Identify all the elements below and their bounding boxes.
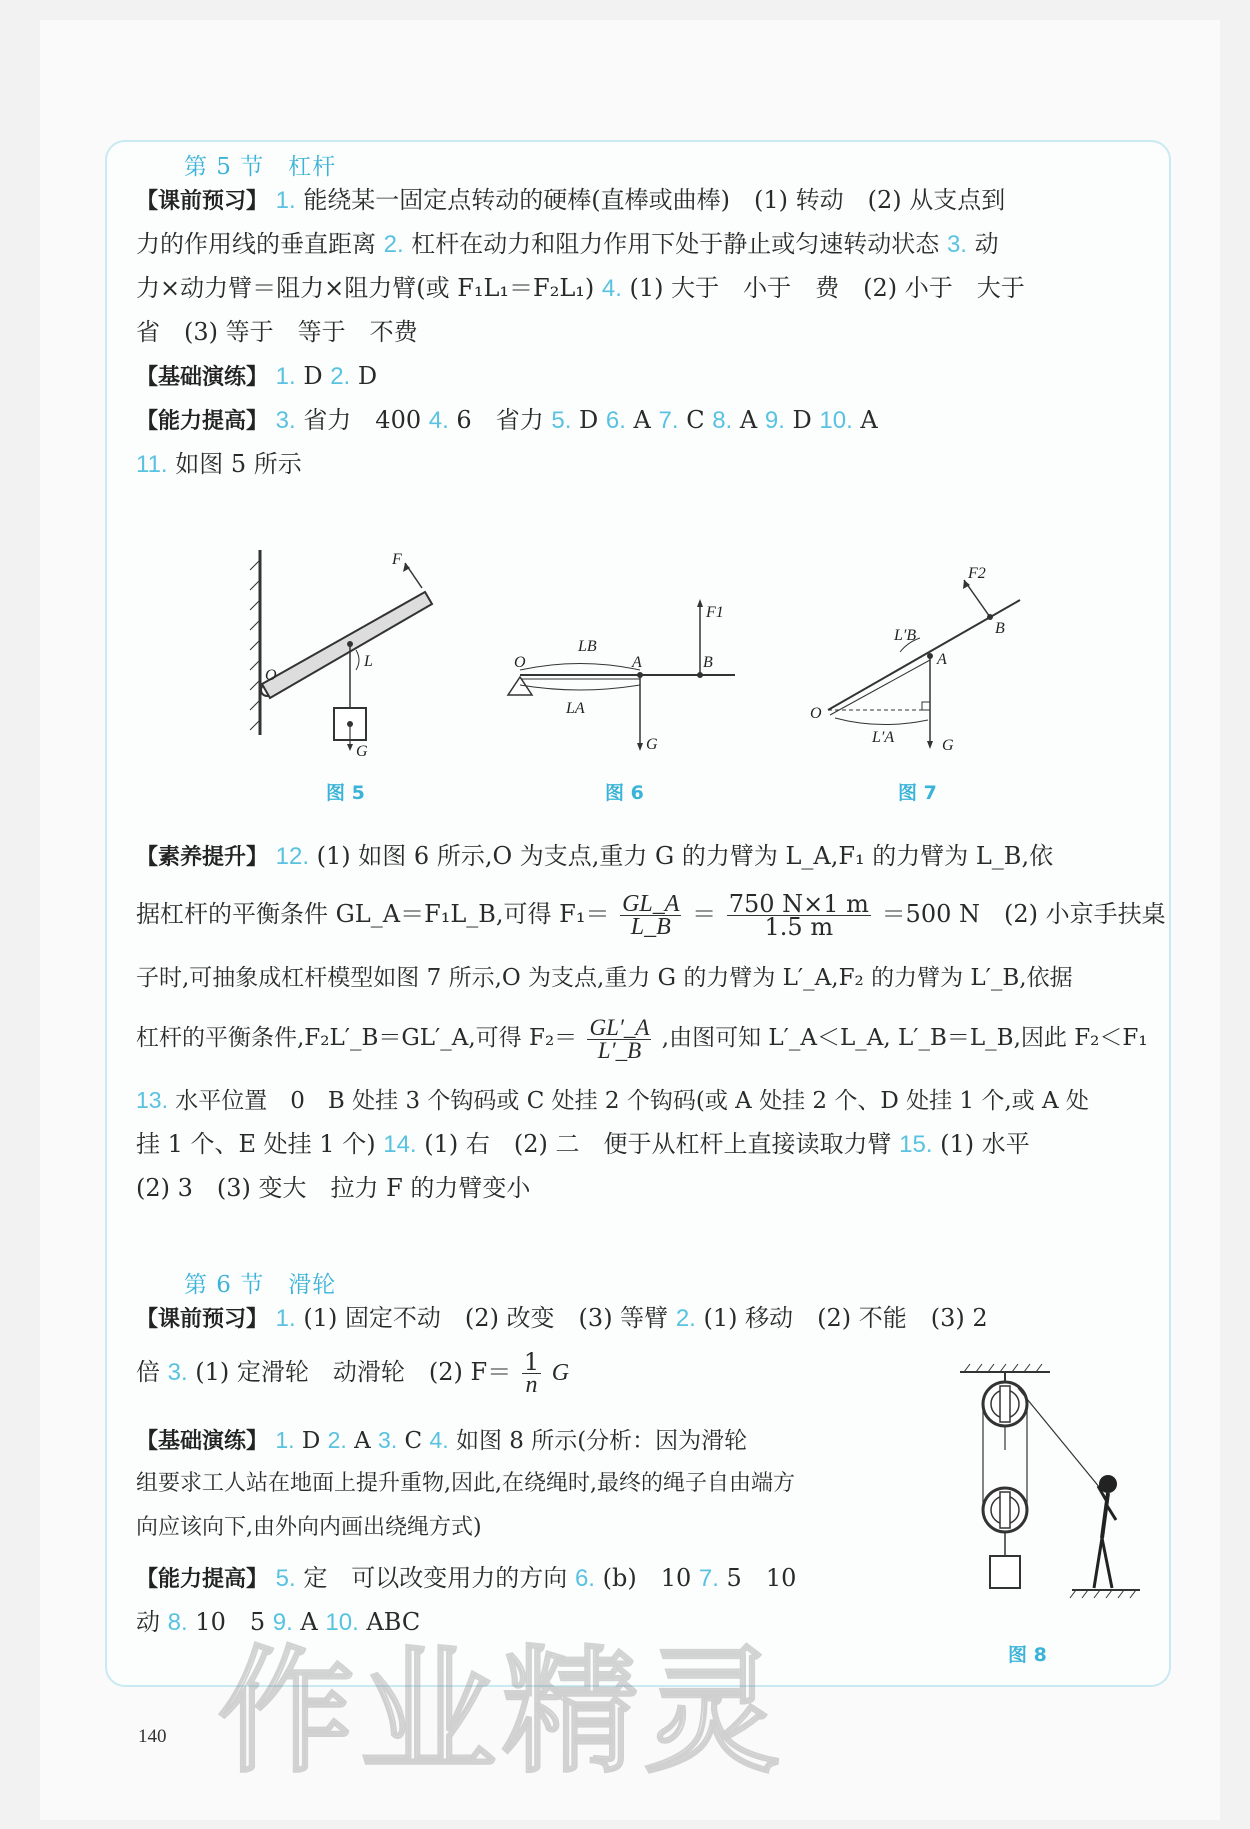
q-num: 8.	[712, 407, 733, 434]
equals-sign: ＝	[692, 900, 717, 928]
answer-text: (b) 10	[602, 1564, 692, 1592]
basic-line	[136, 354, 1140, 400]
label-LA: LA	[566, 700, 585, 717]
q-num: 3.	[946, 231, 967, 258]
q-num: 8.	[167, 1609, 188, 1636]
answer-text: 如图 8 所示(分析：因为滑轮	[455, 1428, 748, 1454]
q-num: 3.	[167, 1359, 188, 1386]
q-num: 11.	[136, 451, 168, 478]
preview-line-3	[136, 266, 1140, 311]
q-num: 5.	[275, 1565, 296, 1592]
q12-line-1	[136, 834, 1140, 880]
q-num: 2.	[675, 1305, 696, 1332]
label-A: A	[632, 654, 642, 671]
answer-text: (1) 定滑轮 动滑轮 (2) F＝	[195, 1358, 512, 1386]
answer-text: 10 5	[195, 1608, 266, 1636]
q12-line-3	[136, 956, 1140, 1000]
answer-text: ,由图可知 L′_A＜L_A, L′_B＝L_B,因此 F₂＜F₁	[661, 1025, 1148, 1051]
answer-text: ABC	[366, 1608, 421, 1636]
section-title-lever: 第 5 节 杠杆	[184, 154, 337, 180]
label-B: B	[703, 654, 713, 671]
q-num: 1.	[275, 1427, 295, 1453]
answer-text: 动	[136, 1608, 160, 1636]
answer-text: C	[404, 1428, 423, 1454]
answer-text: (1) 右 (2) 二 便于从杠杆上直接读取力臂	[424, 1130, 892, 1158]
denominator: 1.5 m	[764, 913, 834, 941]
answer-text: 子时,可抽象成杠杆模型如图 7 所示,O 为支点,重力 G 的力臂为 L′_A,F₂ 的力臂为 L′_B,依据	[136, 965, 1073, 991]
answer-text: 力的作用线的垂直距离	[136, 230, 376, 258]
figure-7-lever-diagram	[800, 560, 1030, 760]
label-G: G	[942, 737, 954, 754]
q-num: 10.	[325, 1609, 359, 1636]
q14-line	[136, 1122, 1140, 1167]
q-num: 7.	[658, 407, 679, 434]
q-num: 13.	[136, 1087, 168, 1113]
label-LpB: L′B	[894, 627, 917, 644]
fig6-caption: 图 6	[605, 782, 644, 804]
fig8-caption: 图 8	[1008, 1644, 1047, 1666]
fraction	[587, 1014, 651, 1063]
answer-text: A	[300, 1608, 318, 1636]
label-O: O	[810, 705, 822, 722]
answer-text: ＝500 N (2) 小京手扶桌	[881, 900, 1166, 928]
answer-text: 定 可以改变用力的方向	[303, 1564, 568, 1592]
q-num: 5.	[551, 407, 572, 434]
numerator: GL_A	[622, 891, 680, 917]
answer-text: A	[633, 406, 651, 434]
answer-text: 省 (3) 等于 等于 不费	[136, 318, 418, 346]
label-A: A	[937, 651, 947, 668]
numerator: 750 N×1 m	[728, 890, 869, 918]
answer-text: D	[303, 362, 323, 390]
label-O: O	[514, 654, 526, 671]
answer-text: (1) 如图 6 所示,O 为支点,重力 G 的力臂为 L_A,F₁ 的力臂为 L_B,依	[316, 842, 1054, 870]
s6-basic-line-2	[136, 1462, 916, 1506]
label-F1: F1	[706, 604, 724, 621]
tag-ability: 【能力提高】	[136, 409, 269, 434]
answer-text: D	[792, 406, 812, 434]
label-G: G	[646, 736, 658, 753]
label-F: F	[392, 551, 402, 568]
s6-preview-line-2	[136, 1350, 916, 1396]
answer-text: 如图 5 所示	[175, 450, 302, 478]
answer-text: D	[357, 362, 378, 390]
answer-text: C	[686, 406, 705, 434]
q-num: 3.	[378, 1427, 398, 1453]
q12-line-4	[136, 1014, 1148, 1063]
answer-text: (2) 3 (3) 变大 拉力 F 的力臂变小	[136, 1174, 531, 1202]
answer-text: 向应该向下,由外向内画出绕绳方式)	[136, 1515, 482, 1540]
label-LB: LB	[578, 638, 597, 655]
page-number: 140	[138, 1726, 167, 1747]
answer-text: G	[551, 1360, 570, 1386]
q-num: 1.	[275, 1305, 296, 1332]
q-num: 2.	[327, 1427, 347, 1453]
denominator: L_B	[630, 914, 671, 940]
q-num: 9.	[272, 1609, 293, 1636]
s6-basic-line-1	[136, 1418, 916, 1464]
numerator: 1	[523, 1348, 540, 1376]
answer-text: 组要求工人站在地面上提升重物,因此,在绕绳时,最终的绳子自由端方	[136, 1471, 795, 1496]
answer-text: 水平位置 0 B 处挂 3 个钩码或 C 处挂 2 个钩码(或 A 处挂 2 个、D 处挂 1 个,或 A 处	[175, 1088, 1089, 1114]
q-num: 6.	[605, 407, 626, 434]
q13-line	[136, 1078, 1140, 1123]
q12-line-2	[136, 890, 1166, 941]
answer-text: (1) 固定不动 (2) 改变 (3) 等臂	[303, 1304, 669, 1332]
section-title-pulley: 第 6 节 滑轮	[184, 1272, 337, 1298]
q-num: 2.	[383, 231, 404, 258]
s6-basic-line-3	[136, 1506, 916, 1550]
q15-line	[136, 1166, 1140, 1210]
denominator: n	[525, 1372, 538, 1398]
fraction	[522, 1348, 541, 1398]
q-num: 4.	[428, 407, 449, 434]
fraction	[727, 890, 871, 941]
answer-text: 挂 1 个、E 处挂 1 个)	[136, 1130, 376, 1158]
q-num: 1.	[275, 187, 296, 214]
q-num: 2.	[330, 363, 351, 390]
q-num: 15.	[899, 1131, 933, 1158]
q11-line	[136, 442, 1140, 487]
label-L: L	[364, 653, 373, 670]
tag-basic: 【基础演练】	[136, 1429, 269, 1454]
label-G: G	[356, 743, 368, 760]
q-num: 14.	[383, 1131, 417, 1158]
preview-line-1	[136, 178, 1140, 224]
label-F2: F2	[968, 565, 986, 582]
s6-ability-line-1	[136, 1556, 916, 1602]
answer-text: 据杠杆的平衡条件 GL_A＝F₁L_B,可得 F₁＝	[136, 900, 610, 928]
answer-text: 5 10	[726, 1564, 797, 1592]
answer-text: 杠杆的平衡条件,F₂L′_B＝GL′_A,可得 F₂＝	[136, 1025, 578, 1051]
label-B: B	[995, 620, 1005, 637]
figure-6-lever-diagram	[500, 595, 750, 765]
fig7-caption: 图 7	[898, 782, 937, 804]
answer-text: D	[301, 1428, 321, 1454]
preview-line-4	[136, 310, 1140, 354]
answer-text: A	[860, 406, 878, 434]
s6-ability-line-2	[136, 1600, 916, 1645]
q-num: 9.	[764, 407, 785, 434]
answer-text: 杠杆在动力和阻力作用下处于静止或匀速转动状态	[411, 230, 940, 258]
tag-preview: 【课前预习】	[136, 1307, 269, 1332]
figure-5-lever-diagram	[240, 530, 460, 760]
answer-text: A	[354, 1428, 371, 1454]
answer-text: 动	[974, 230, 999, 258]
preview-line-2	[136, 222, 1140, 267]
answer-text: (1) 移动 (2) 不能 (3) 2	[703, 1304, 988, 1332]
q-num: 6.	[574, 1565, 595, 1592]
figure-8-pulley-diagram	[950, 1360, 1150, 1630]
s6-preview-line-1	[136, 1296, 1140, 1342]
answer-text: D	[579, 406, 599, 434]
q-num: 7.	[698, 1565, 719, 1592]
numerator: GL′_A	[589, 1014, 650, 1040]
answer-text: 省力 400	[303, 406, 422, 434]
tag-preview: 【课前预习】	[136, 189, 269, 214]
answer-text: 倍	[136, 1358, 160, 1386]
answer-text: (1) 水平	[940, 1130, 1030, 1158]
tag-ability: 【能力提高】	[136, 1567, 269, 1592]
q-num: 4.	[601, 275, 622, 302]
q-num: 12.	[275, 843, 310, 870]
denominator: L′_B	[597, 1037, 642, 1063]
fig5-caption: 图 5	[326, 782, 365, 804]
answer-text: 力×动力臂＝阻力×阻力臂(或 F₁L₁＝F₂L₁)	[136, 274, 595, 302]
answer-text: (1) 大于 小于 费 (2) 小于 大于	[629, 274, 1025, 302]
q-num: 1.	[275, 363, 296, 390]
answer-text: 6 省力	[456, 406, 544, 434]
fraction	[620, 893, 681, 938]
ability-line	[136, 398, 1140, 444]
tag-literacy: 【素养提升】	[136, 845, 269, 870]
answer-text: 能绕某一固定点转动的硬棒(直棒或曲棒) (1) 转动 (2) 从支点到	[303, 186, 1006, 214]
q-num: 3.	[275, 407, 296, 434]
tag-basic: 【基础演练】	[136, 365, 269, 390]
q-num: 10.	[819, 407, 853, 434]
label-LpA: L′A	[872, 729, 895, 746]
answer-text: A	[739, 406, 758, 434]
q-num: 4.	[429, 1427, 449, 1453]
label-O: O	[265, 667, 277, 684]
